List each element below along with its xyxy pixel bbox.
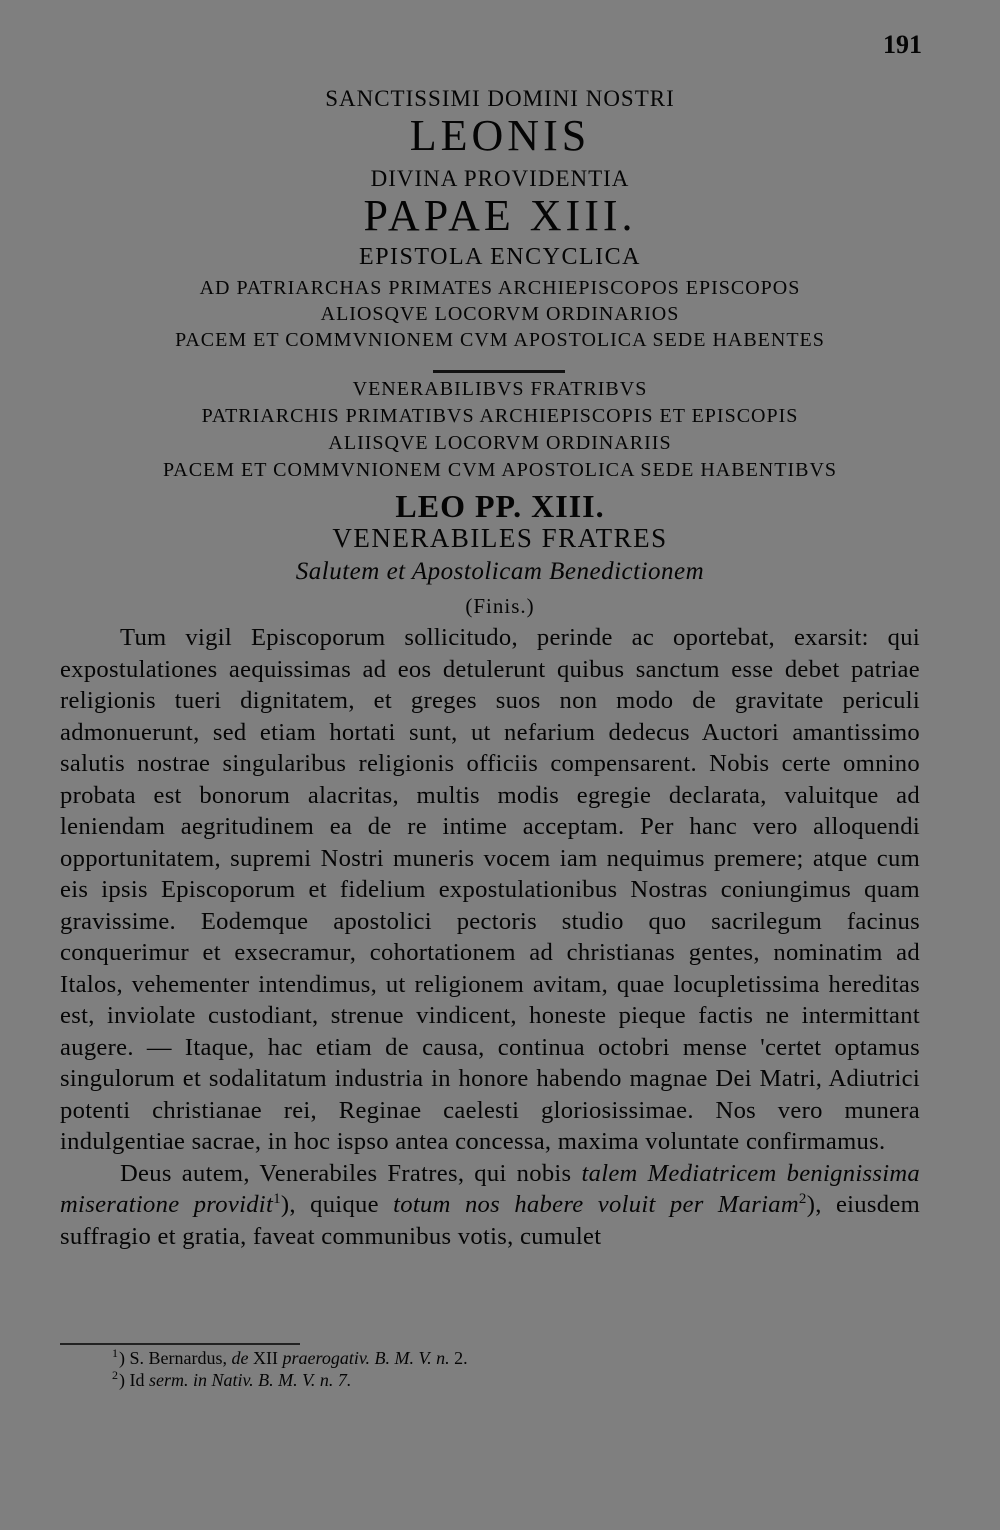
footnote-ref-2: 2 — [798, 1190, 807, 1207]
footnote-1-text-b: de — [231, 1348, 249, 1368]
footnote-1 — [112, 1347, 468, 1369]
page-number: 191 — [883, 30, 922, 59]
heading-line-7: ALIOSQVE LOCORVM ORDINARIOS — [320, 303, 680, 325]
salutation-finis: (Finis.) — [465, 594, 535, 618]
heading-divider — [433, 370, 565, 373]
footnote-1-text-d: praerogativ. B. M. V. n. — [282, 1348, 450, 1368]
paragraph-2-italic-a: talem Mediatricem benignissima miseratione providit — [60, 1159, 921, 1218]
footnote-1-text-e: 2. — [454, 1348, 468, 1368]
footnote-ref-1: 1 — [273, 1190, 281, 1207]
paragraph-2-italic-b: totum nos habere voluit per Mariam — [393, 1191, 799, 1218]
footnote-2-text-a: Id — [129, 1370, 145, 1390]
footnote-1-text-a: S. Bernardus, — [129, 1348, 227, 1368]
heading-papae: PAPAE XIII. — [363, 191, 637, 240]
footnote-divider — [60, 1343, 300, 1345]
footnote-1-mark: 1 — [112, 1346, 118, 1360]
footnote-2 — [112, 1369, 468, 1391]
heading-line-3: DIVINA PROVIDENTIA — [370, 166, 630, 191]
salutation-benediction: Salutem et Apostolicam Benedictionem — [295, 558, 705, 585]
paragraph-2-text-e: ), eiusdem suffragio et gratia, faveat communibus votis, cumulet — [60, 1191, 921, 1250]
heading-line-6: AD PATRIARCHAS PRIMATES ARCHIEPISCOPOS EPISCOPOS — [199, 277, 801, 299]
address-line-3: ALIISQVE LOCORVM ORDINARIIS — [328, 432, 672, 454]
footnote-1-text-c: XII — [253, 1348, 278, 1368]
paragraph-1: Tum vigil Episcoporum sollicitudo, perinde ac oportebat, exarsit: qui expostulationes aequissimas ad eos detulerunt quibus sanctum esse debet patriae religionis tueri dignitatem, et greges suos non modo de gravitate periculi admonuerunt, sed etiam hortati sunt, ut nefarium dedecus Auctori amantissimo salutis nostrae singularibus religionis officiis compensarent. Nobis certe omnino probata est bonorum alacritas, multis modis egregie declarata, valuitque ad leniendam aegritudinem ea de re intime acceptam. Per hanc vero alloquendi opportunitatem, supremi Nostri muneris vocem iam nequimus premere; atque cum eis ipsis Episcoporum et fidelium expostulationibus Nostras coniungimus quam gravissime. Eodemque apostolici pectoris studio quo sacrilegum facinus conquerimur et exsecramur, cohortationem ad christianas gentes, nominatim ad Italos, vehementer intendimus, ut religionem avitam, quae locupletissima hereditas est, inviolate custodiant, strenue vindicent, honeste pieque factis ne intermittant augere. — Itaque, hac etiam de causa, continua octobri mense 'certet optamus singulorum et sodalitatum industria in honore habendo magnae Dei Matri, Adiutrici potenti christianae rei, Reginae caelesti gloriosissimae. Nos vero munera indulgentiae sacrae, in hoc ispso antea concessa, maxima voluntate confirmamus. — [60, 624, 920, 1155]
paragraph-2-text-c: ), quique — [280, 1191, 379, 1218]
paragraph-2 — [60, 1158, 920, 1253]
heading-line-1: SANCTISSIMI DOMINI NOSTRI — [325, 86, 675, 111]
paragraph-2-text-a: Deus autem, Venerabiles Fratres, qui nobis — [120, 1159, 572, 1187]
heading-line-8: PACEM ET COMMVNIONEM CVM APOSTOLICA SEDE HABENTES — [175, 329, 825, 351]
footnote-2-paren: ) — [119, 1370, 125, 1390]
heading-epistola: EPISTOLA ENCYCLICA — [359, 244, 641, 270]
address-line-2: PATRIARCHIS PRIMATIBVS ARCHIEPISCOPIS ET EPISCOPIS — [201, 405, 799, 427]
signature-leo: LEO PP. XIII. — [395, 488, 605, 524]
footnote-2-mark: 2 — [112, 1368, 118, 1382]
salutation-fratres: VENERABILES FRATRES — [332, 523, 668, 553]
address-line-4: PACEM ET COMMVNIONEM CVM APOSTOLICA SEDE HABENTIBVS — [162, 459, 838, 481]
footnote-1-paren: ) — [119, 1348, 125, 1368]
address-line-1: VENERABILIBVS FRATRIBVS — [352, 378, 648, 400]
footnote-2-text-b: serm. in Nativ. B. M. V. n. 7. — [149, 1370, 352, 1390]
encyclical-body — [60, 622, 920, 1252]
footnotes — [112, 1347, 468, 1391]
heading-leonis: LEONIS — [409, 111, 591, 160]
